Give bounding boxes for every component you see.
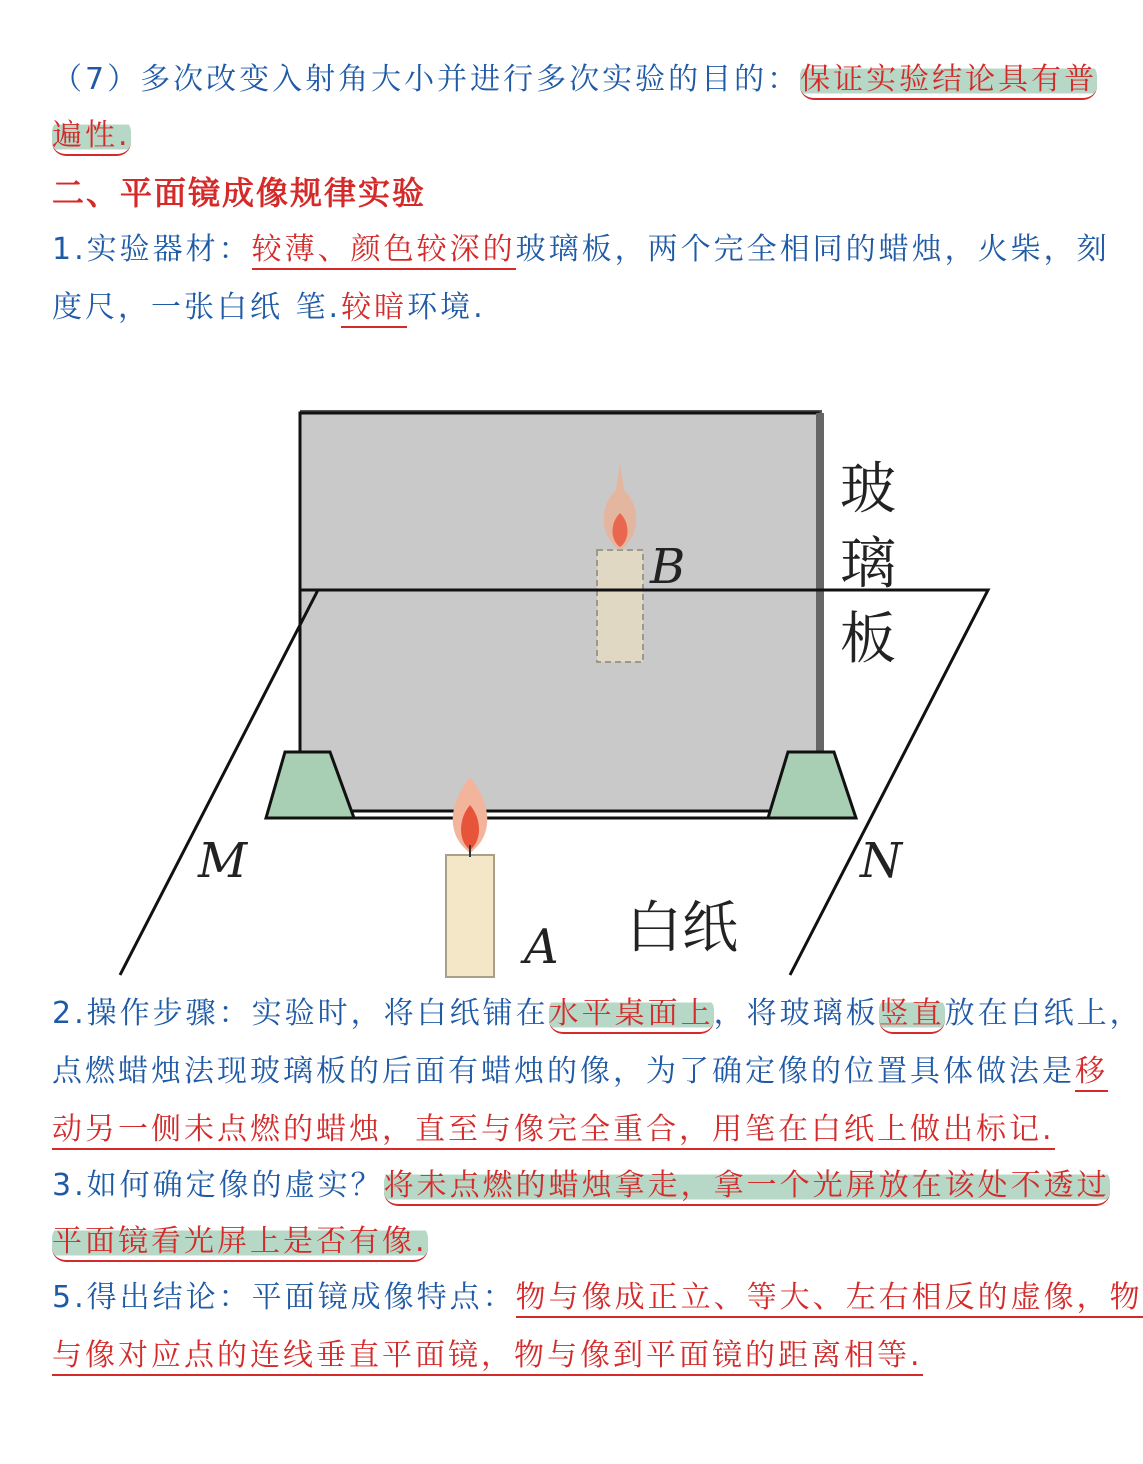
item5-red-b: 与像对应点的连线垂直平面镜，物与像到平面镜的距离相等. [52,1338,923,1376]
item2-line2-a: 点燃蜡烛法现玻璃板的后面有蜡烛的像，为了确定像的位置具体做法是 [52,1054,1075,1089]
item5-line2 [52,1336,1040,1376]
item1-rest: 玻璃板，两个完全相同的蜡烛，火柴，刻 [515,232,1110,267]
item2-prefix: 2.操作步骤：实验时，将白纸铺在 [52,996,549,1031]
item3-red-b: 平面镜看光屏上是否有像. [52,1224,428,1262]
item7-answer-part1: 保证实验结论具有普 [800,62,1097,100]
item2-mid: ，将玻璃板 [713,996,879,1031]
item1-line2-red: 较暗 [341,290,407,328]
glass-label-3: 板 [840,607,896,672]
item1-red: 较薄、颜色较深的 [252,232,516,270]
item7-line2 [52,116,1040,156]
candle-a [446,855,494,977]
section-heading: 二、平面镜成像规律实验 [52,174,427,212]
item2-line3-red: 动另一侧未点燃的蜡烛，直至与像完全重合，用笔在白纸上做出标记. [52,1112,1055,1150]
item3-prefix: 3.如何确定像的虚实？ [52,1168,384,1203]
item2-red2: 竖直 [879,996,945,1034]
item7-question: （7）多次改变入射角大小并进行多次实验的目的： [52,62,801,97]
item1-line2 [52,288,1040,328]
item3-red-a: 将未点燃的蜡烛拿走，拿一个光屏放在该处不透过 [384,1168,1110,1206]
paper-label: 白纸 [626,896,738,961]
item2-end: 放在白纸上， [944,996,1143,1031]
item1-line2-a: 度尺，一张白纸 笔. [52,290,342,325]
item2-red1: 水平桌面上 [549,996,714,1034]
item2-line2 [52,1052,1108,1092]
item7-answer-part2: 遍性. [52,118,131,156]
item1-line2-b: 环境. [407,290,486,325]
item2-line1 [52,994,1143,1034]
item5-line1 [52,1278,1143,1318]
item5-prefix: 5.得出结论：平面镜成像特点： [52,1280,516,1315]
glass-plate [300,413,818,811]
glass-label-2: 璃 [840,532,896,597]
plane-mirror-diagram [0,395,1080,985]
glass-label-1: 玻 [840,457,896,522]
label-b: B [650,539,686,595]
label-n: N [860,833,902,889]
item7-line1 [52,60,1098,100]
label-a: A [524,919,559,975]
item2-line2-red: 移 [1075,1054,1108,1092]
item1-line1 [52,230,1110,270]
item5-red-a: 物与像成正立、等大、左右相反的虚像，物 [516,1280,1143,1318]
item3-line2 [52,1222,1040,1262]
image-candle-b [597,550,643,662]
item2-line3 [52,1110,1055,1150]
item1-prefix: 1.实验器材： [52,232,252,267]
label-m: M [198,833,248,889]
item3-line1 [52,1166,1110,1206]
